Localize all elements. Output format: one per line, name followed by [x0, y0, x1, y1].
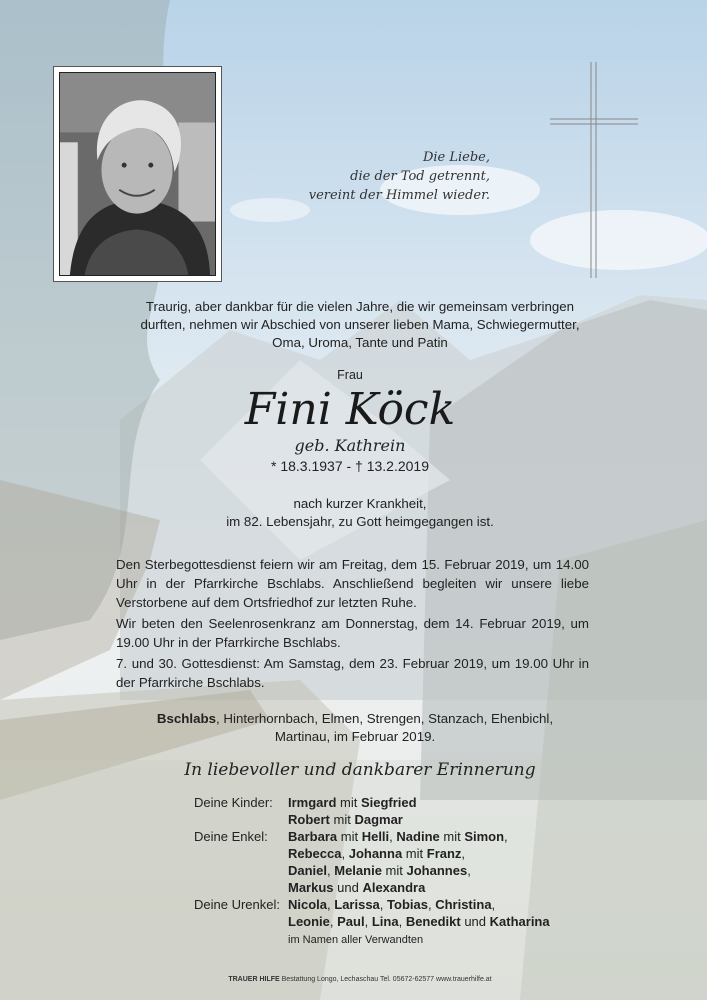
family-names-line	[288, 828, 588, 845]
family-connector: mit	[329, 812, 355, 827]
family-connector: ,	[461, 846, 466, 861]
family-member-name: Nadine	[396, 829, 440, 844]
family-connector: ,	[467, 863, 471, 878]
family-member-name: Barbara	[288, 829, 338, 844]
footer-text: Bestattung Longo, Lechaschau Tel. 05672-62577 www.trauerhilfe.at	[279, 976, 492, 983]
portrait-photo	[59, 72, 216, 276]
family-member-name: Rebecca	[288, 846, 342, 861]
family-member-name: Christina	[435, 897, 492, 912]
maiden-name: geb. Kathrein	[294, 436, 406, 455]
family-member-name: Larissa	[334, 897, 380, 912]
places-rest: , Hinterhornbach, Elmen, Strengen, Stanzach, Ehenbichl,	[216, 711, 554, 726]
family-connector: und	[333, 880, 363, 895]
family-member-name: Robert	[288, 812, 330, 827]
footer	[130, 976, 590, 983]
mass-paragraph: 7. und 30. Gottesdienst: Am Samstag, dem 23. Februar 2019, um 19.00 Uhr in der Pfarrkirche Bschlabs.	[116, 656, 589, 690]
family-member-name: Franz	[426, 846, 462, 861]
places-line-2: Martinau, im Februar 2019.	[274, 729, 436, 744]
life-dates: * 18.3.1937 - † 13.2.2019	[270, 458, 430, 474]
portrait-photo-frame	[53, 66, 222, 282]
greatgrandchildren-label: Deine Urenkel:	[194, 897, 280, 912]
quote-line: Die Liebe,	[422, 150, 490, 165]
places-bold: Bschlabs	[156, 711, 217, 726]
quote-line: vereint der Himmel wieder.	[308, 188, 490, 203]
intro-line: Oma, Uroma, Tante und Patin	[272, 335, 448, 350]
family-member-name: Paul	[337, 914, 365, 929]
family-member-name: Lina	[371, 914, 399, 929]
children-label: Deine Kinder:	[194, 795, 273, 810]
family-connector: ,	[504, 829, 508, 844]
deceased-name: Fini Köck	[244, 384, 456, 435]
family-member-name: Leonie	[288, 914, 330, 929]
funeral-service-paragraph: Den Sterbegottesdienst feiern wir am Freitag, dem 15. Februar 2019, um 14.00 Uhr in der Pfarrkirche Bschlabs. Anschließend begleiten wir unsere liebe Verstorbene auf dem Ortsfriedhof zur letzten Ruhe.	[116, 557, 589, 610]
family-member-name: Daniel	[288, 863, 328, 878]
family-member-name: Johannes	[406, 863, 468, 878]
family-member-name: Tobias	[387, 897, 428, 912]
family-connector: ,	[364, 914, 372, 929]
family-names-line	[288, 913, 588, 930]
family-member-name: Katharina	[489, 914, 550, 929]
places-and-date	[120, 710, 590, 746]
family-member-name: Nicola	[288, 897, 328, 912]
grandchildren-label: Deine Enkel:	[194, 829, 268, 844]
memorial-quote	[300, 148, 490, 205]
family-connector: ,	[327, 897, 335, 912]
family-names-line	[288, 862, 588, 879]
family-member-name: Alexandra	[362, 880, 426, 895]
family-member-name: Melanie	[334, 863, 382, 878]
portrait-image	[60, 73, 215, 275]
relatives-line: im Namen aller Verwandten	[288, 934, 424, 946]
family-connector: ,	[341, 846, 349, 861]
family-names-line	[288, 845, 588, 862]
family-names-line	[288, 811, 588, 828]
illness-line: im 82. Lebensjahr, zu Gott heimgegangen ist.	[226, 514, 494, 529]
family-connector: mit	[439, 829, 465, 844]
footer-brand: TRAUER HILFE	[228, 976, 280, 983]
family-names-line	[288, 794, 588, 811]
family-member-name: Markus	[288, 880, 334, 895]
family-member-name: Siegfried	[360, 795, 417, 810]
cross-icon	[550, 62, 640, 280]
family-names-line	[288, 879, 588, 896]
illness-text	[140, 495, 580, 531]
places-line	[120, 710, 590, 728]
family-member-name: Helli	[361, 829, 390, 844]
quote-line: die der Tod getrennt,	[350, 169, 490, 184]
family-connector: ,	[398, 914, 406, 929]
family-connector: mit	[336, 795, 361, 810]
illness-line: nach kurzer Krankheit,	[293, 496, 427, 511]
rosary-paragraph: Wir beten den Seelenrosenkranz am Donnerstag, dem 14. Februar 2019, um 19.00 Uhr in der Pfarrkirche Bschlabs.	[116, 616, 589, 650]
family-member-name: Benedikt	[405, 914, 461, 929]
family-connector: ,	[327, 863, 335, 878]
family-connector: mit	[381, 863, 407, 878]
intro-line: Traurig, aber dankbar für die vielen Jahre, die wir gemeinsam verbringen	[145, 299, 575, 314]
family-member-name: Simon	[464, 829, 505, 844]
family-connector: ,	[491, 897, 496, 912]
family-names-line	[288, 896, 588, 913]
family-member-name: Dagmar	[354, 812, 403, 827]
family-connector: ,	[329, 914, 338, 929]
family-connector: ,	[379, 897, 388, 912]
family-member-name: Johanna	[348, 846, 403, 861]
family-connector: mit	[337, 829, 362, 844]
family-connector: ,	[389, 829, 397, 844]
family-connector: ,	[427, 897, 436, 912]
family-connector: mit	[402, 846, 427, 861]
memory-heading: In liebevoller und dankbarer Erinnerung	[184, 760, 536, 780]
salutation: Frau	[337, 368, 363, 382]
intro-line: durften, nehmen wir Abschied von unserer lieben Mama, Schwiegermutter,	[140, 317, 580, 332]
family-member-name: Irmgard	[288, 795, 337, 810]
intro-text	[100, 298, 620, 352]
family-connector: und	[460, 914, 490, 929]
